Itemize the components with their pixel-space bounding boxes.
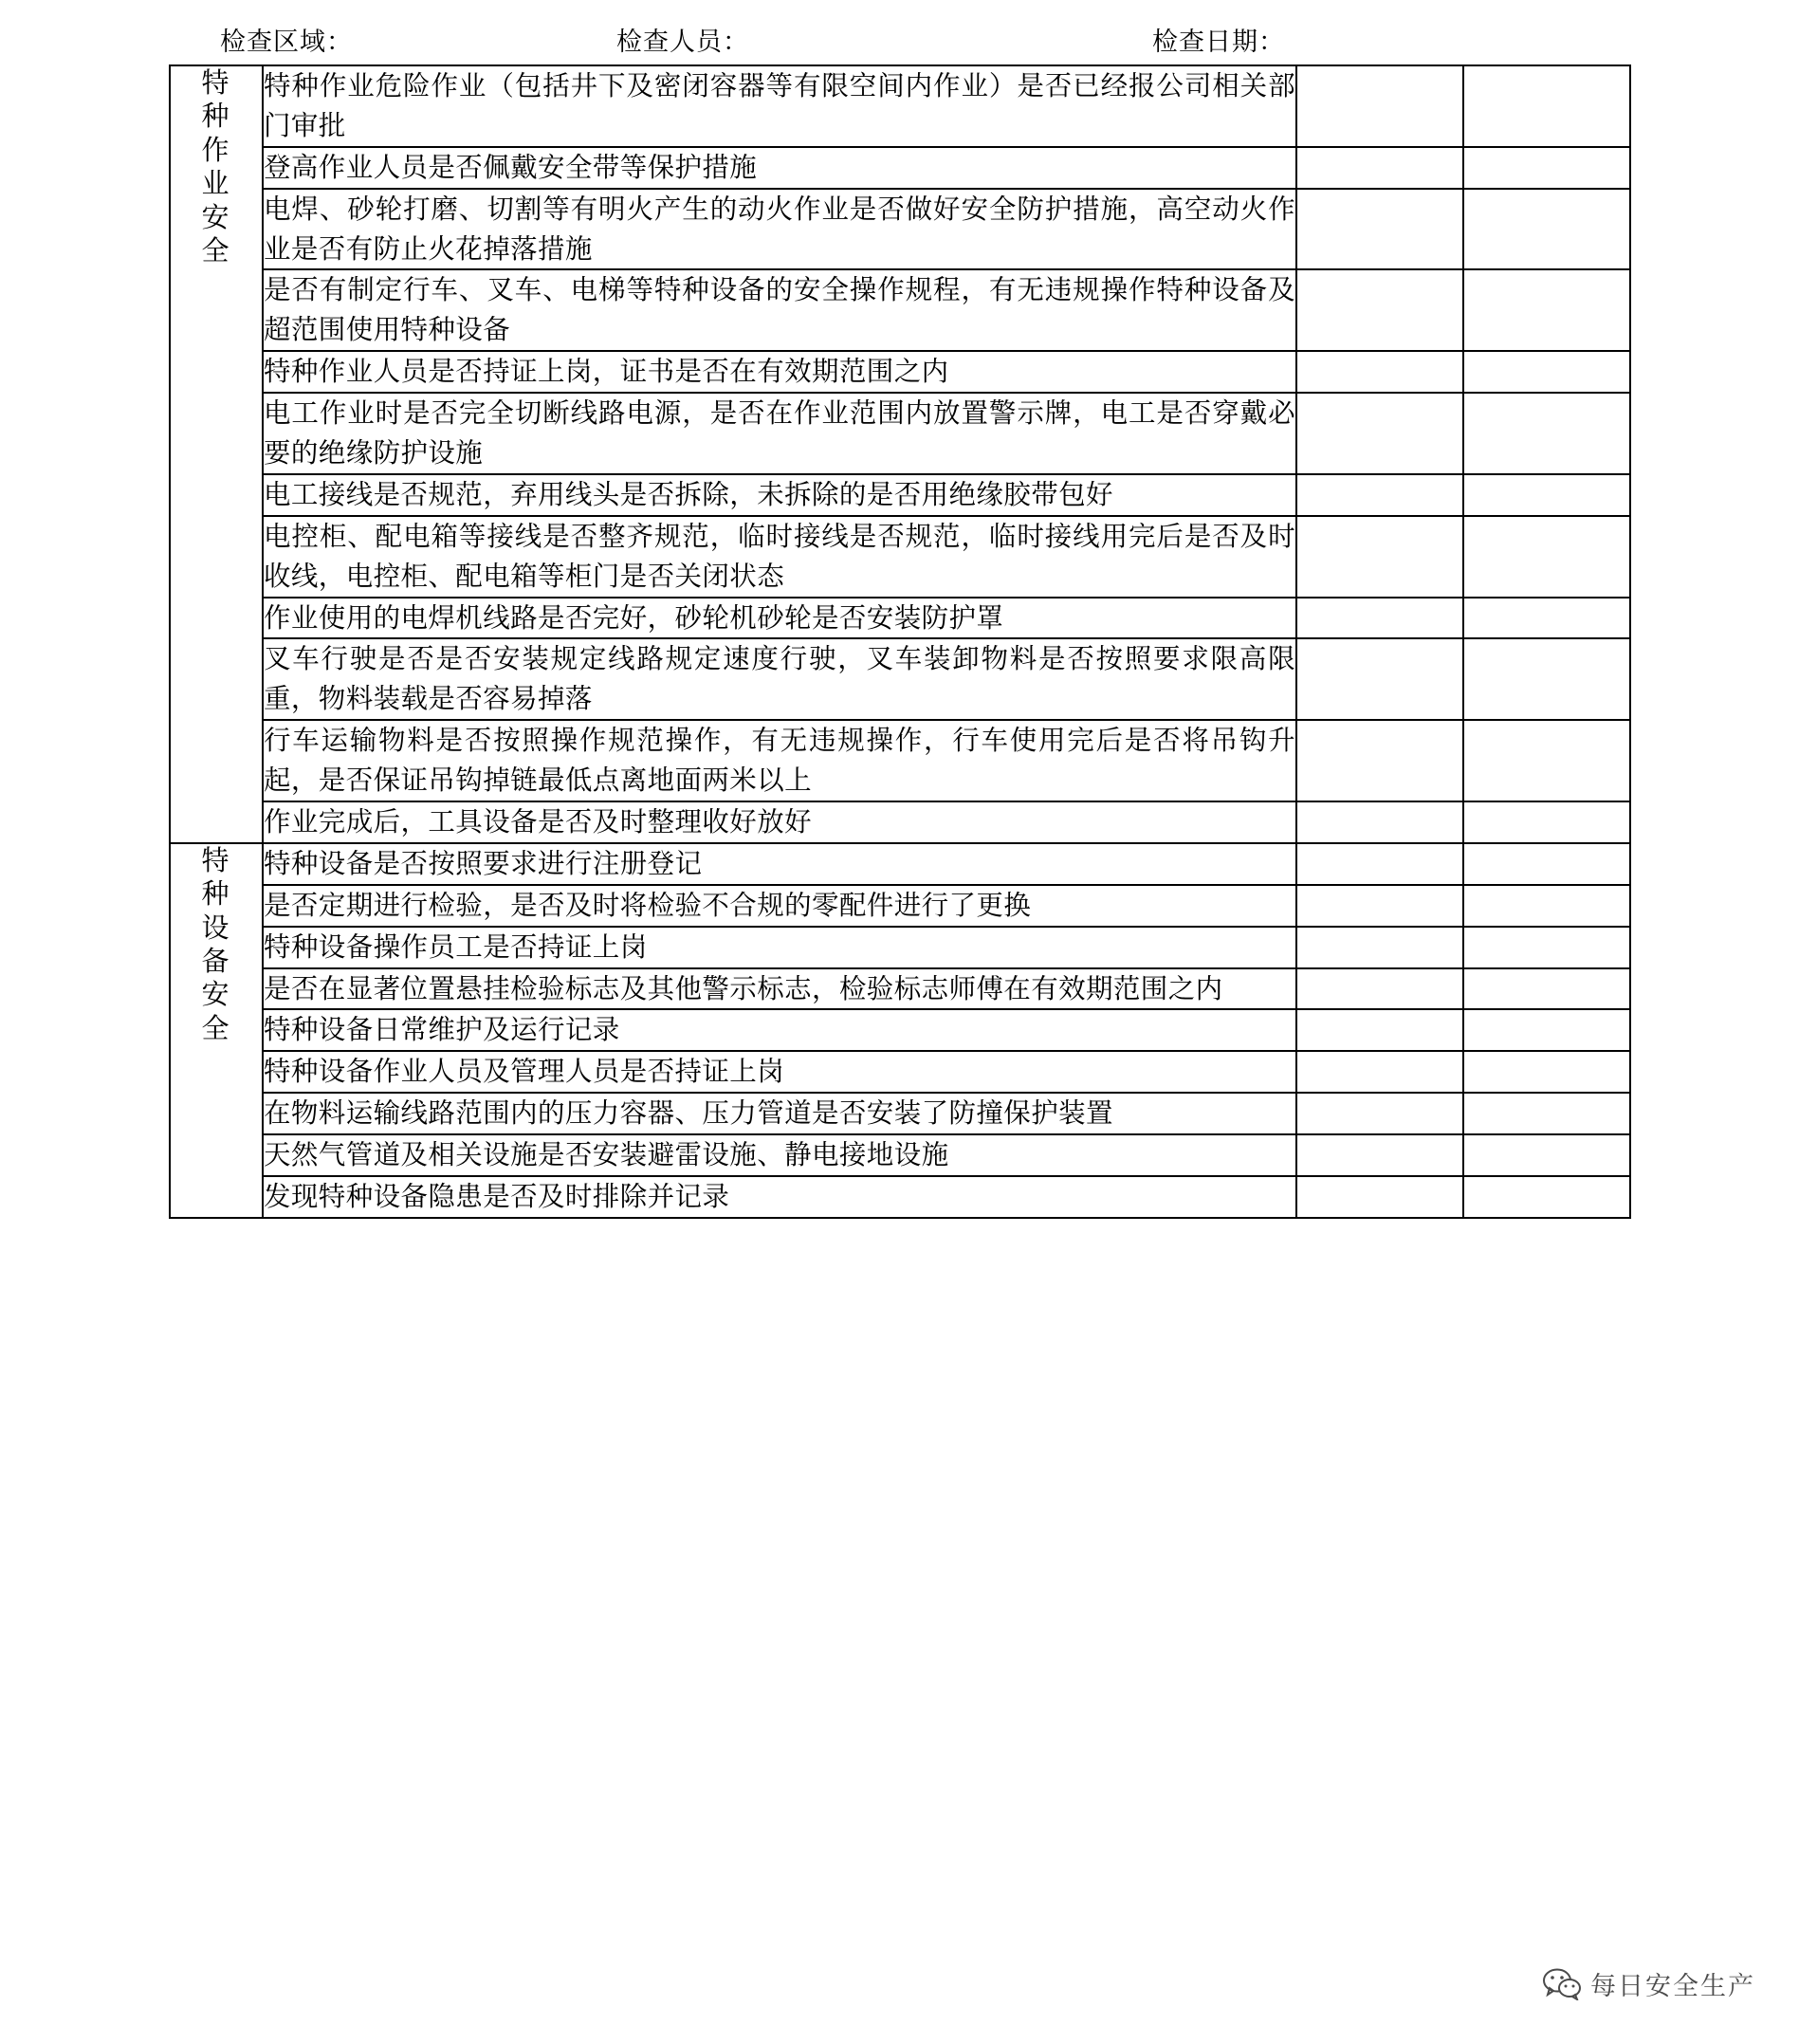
- form-header: [0, 9, 1799, 63]
- result-cell-2[interactable]: [1463, 720, 1630, 801]
- check-item: 作业完成后，工具设备是否及时整理收好放好: [263, 801, 1296, 843]
- table-row: [170, 516, 1630, 598]
- table-row: [170, 598, 1630, 639]
- check-item: 发现特种设备隐患是否及时排除并记录: [263, 1176, 1296, 1218]
- check-item: 天然气管道及相关设施是否安装避雷设施、静电接地设施: [263, 1134, 1296, 1176]
- result-cell-2[interactable]: [1463, 1009, 1630, 1051]
- table-row: [170, 638, 1630, 720]
- check-item: 特种设备操作员工是否持证上岗: [263, 927, 1296, 968]
- result-cell-2[interactable]: [1463, 927, 1630, 968]
- result-cell-2[interactable]: [1463, 843, 1630, 885]
- check-item: 是否在显著位置悬挂检验标志及其他警示标志，检验标志师傅在有效期范围之内: [263, 968, 1296, 1010]
- result-cell-2[interactable]: [1463, 269, 1630, 351]
- check-item: 登高作业人员是否佩戴安全带等保护措施: [263, 147, 1296, 189]
- result-cell-1[interactable]: [1296, 189, 1463, 270]
- category-cell-special-operation: [170, 65, 263, 843]
- check-item: 电焊、砂轮打磨、切割等有明火产生的动火作业是否做好安全防护措施，高空动火作业是否有防止火花掉落措施: [263, 189, 1296, 270]
- table-row: [170, 720, 1630, 801]
- check-item: 作业使用的电焊机线路是否完好，砂轮机砂轮是否安装防护罩: [263, 598, 1296, 639]
- check-item: 特种设备日常维护及运行记录: [263, 1009, 1296, 1051]
- inspection-area-label: 检查区域：: [220, 28, 353, 57]
- result-cell-1[interactable]: [1296, 927, 1463, 968]
- result-cell-1[interactable]: [1296, 1009, 1463, 1051]
- result-cell-1[interactable]: [1296, 1093, 1463, 1134]
- result-cell-1[interactable]: [1296, 516, 1463, 598]
- result-cell-1[interactable]: [1296, 1134, 1463, 1176]
- table-row: [170, 801, 1630, 843]
- result-cell-2[interactable]: [1463, 968, 1630, 1010]
- check-item: 是否定期进行检验，是否及时将检验不合规的零配件进行了更换: [263, 885, 1296, 927]
- watermark: [1543, 1965, 1755, 2002]
- result-cell-1[interactable]: [1296, 801, 1463, 843]
- check-item: 行车运输物料是否按照操作规范操作，有无违规操作，行车使用完后是否将吊钩升起，是否保证吊钩掉链最低点离地面两米以上: [263, 720, 1296, 801]
- result-cell-1[interactable]: [1296, 1051, 1463, 1093]
- result-cell-1[interactable]: [1296, 885, 1463, 927]
- result-cell-1[interactable]: [1296, 843, 1463, 885]
- category-cell-special-equipment: [170, 843, 263, 1218]
- result-cell-2[interactable]: [1463, 516, 1630, 598]
- table-row: [170, 147, 1630, 189]
- result-cell-1[interactable]: [1296, 968, 1463, 1010]
- result-cell-2[interactable]: [1463, 1134, 1630, 1176]
- result-cell-2[interactable]: [1463, 801, 1630, 843]
- table-row: [170, 1134, 1630, 1176]
- check-item: 特种设备作业人员及管理人员是否持证上岗: [263, 1051, 1296, 1093]
- result-cell-1[interactable]: [1296, 393, 1463, 474]
- result-cell-1[interactable]: [1296, 269, 1463, 351]
- result-cell-2[interactable]: [1463, 65, 1630, 147]
- check-item: 特种作业人员是否持证上岗，证书是否在有效期范围之内: [263, 351, 1296, 393]
- check-item: 是否有制定行车、叉车、电梯等特种设备的安全操作规程，有无违规操作特种设备及超范围使用特种设备: [263, 269, 1296, 351]
- check-item: 电工作业时是否完全切断线路电源，是否在作业范围内放置警示牌，电工是否穿戴必要的绝缘防护设施: [263, 393, 1296, 474]
- check-item: 在物料运输线路范围内的压力容器、压力管道是否安装了防撞保护装置: [263, 1093, 1296, 1134]
- watermark-text: 每日安全生产: [1590, 1972, 1755, 2001]
- table-row: [170, 351, 1630, 393]
- check-item: 特种作业危险作业（包括井下及密闭容器等有限空间内作业）是否已经报公司相关部门审批: [263, 65, 1296, 147]
- table-row: [170, 269, 1630, 351]
- result-cell-2[interactable]: [1463, 638, 1630, 720]
- table-row: [170, 927, 1630, 968]
- result-cell-1[interactable]: [1296, 474, 1463, 516]
- result-cell-2[interactable]: [1463, 598, 1630, 639]
- result-cell-1[interactable]: [1296, 65, 1463, 147]
- checklist-table: [169, 64, 1631, 1219]
- result-cell-2[interactable]: [1463, 474, 1630, 516]
- category-label: 特种设备安全: [201, 843, 231, 1044]
- result-cell-2[interactable]: [1463, 393, 1630, 474]
- result-cell-1[interactable]: [1296, 1176, 1463, 1218]
- result-cell-1[interactable]: [1296, 351, 1463, 393]
- result-cell-1[interactable]: [1296, 720, 1463, 801]
- table-row: [170, 1093, 1630, 1134]
- table-row: [170, 65, 1630, 147]
- table-row: [170, 189, 1630, 270]
- result-cell-1[interactable]: [1296, 598, 1463, 639]
- result-cell-2[interactable]: [1463, 885, 1630, 927]
- check-item: 电控柜、配电箱等接线是否整齐规范，临时接线是否规范，临时接线用完后是否及时收线，电控柜、配电箱等柜门是否关闭状态: [263, 516, 1296, 598]
- result-cell-2[interactable]: [1463, 351, 1630, 393]
- table-row: [170, 885, 1630, 927]
- table-row: [170, 1051, 1630, 1093]
- result-cell-2[interactable]: [1463, 1093, 1630, 1134]
- wechat-icon: [1543, 1968, 1581, 2000]
- result-cell-2[interactable]: [1463, 1176, 1630, 1218]
- result-cell-1[interactable]: [1296, 147, 1463, 189]
- check-item: 特种设备是否按照要求进行注册登记: [263, 843, 1296, 885]
- table-row: [170, 843, 1630, 885]
- table-row: [170, 968, 1630, 1010]
- result-cell-2[interactable]: [1463, 147, 1630, 189]
- check-item: 叉车行驶是否是否安装规定线路规定速度行驶，叉车装卸物料是否按照要求限高限重，物料装载是否容易掉落: [263, 638, 1296, 720]
- table-row: [170, 1176, 1630, 1218]
- inspection-date-label: 检查日期：: [1152, 28, 1285, 57]
- table-row: [170, 393, 1630, 474]
- category-label: 特种作业安全: [201, 66, 231, 267]
- result-cell-2[interactable]: [1463, 1051, 1630, 1093]
- checklist-table-wrapper: [169, 64, 1629, 1219]
- table-row: [170, 474, 1630, 516]
- check-item: 电工接线是否规范，弃用线头是否拆除，未拆除的是否用绝缘胶带包好: [263, 474, 1296, 516]
- checklist-body: [170, 65, 1630, 1218]
- inspector-label: 检查人员：: [616, 28, 749, 57]
- result-cell-1[interactable]: [1296, 638, 1463, 720]
- table-row: [170, 1009, 1630, 1051]
- result-cell-2[interactable]: [1463, 189, 1630, 270]
